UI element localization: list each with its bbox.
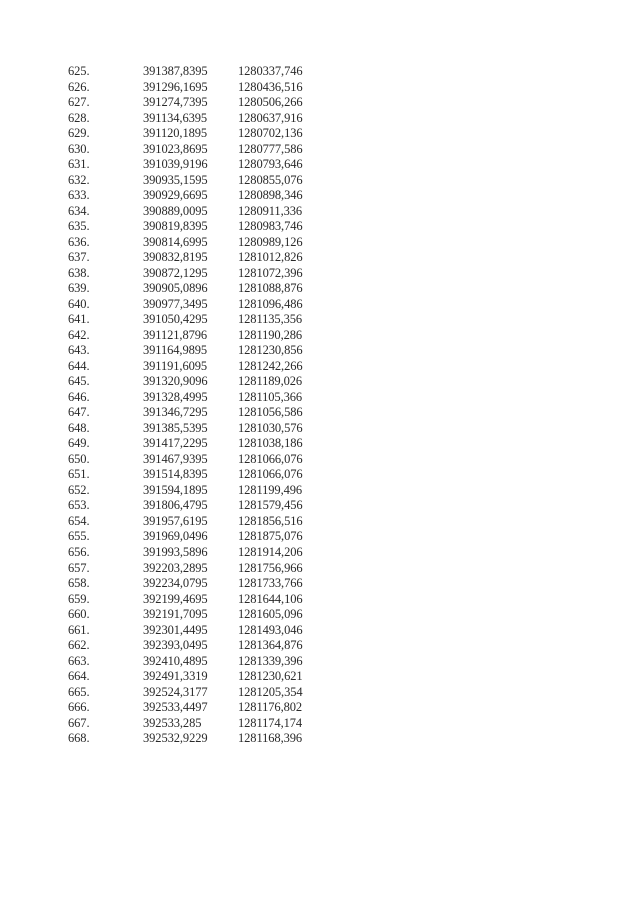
table-row xyxy=(0,545,640,561)
table-row xyxy=(0,421,640,437)
x-coordinate: 392410,4895 xyxy=(143,653,208,668)
x-coordinate: 392532,9229 xyxy=(143,731,208,746)
y-coordinate: 1281056,586 xyxy=(238,405,303,420)
x-coordinate: 392191,7095 xyxy=(143,607,208,622)
y-coordinate: 1281176,802 xyxy=(238,700,303,715)
y-coordinate: 1280855,076 xyxy=(238,172,303,187)
y-coordinate: 1281072,396 xyxy=(238,265,303,280)
y-coordinate: 1281875,076 xyxy=(238,529,303,544)
y-coordinate: 1281189,026 xyxy=(238,374,303,389)
x-coordinate: 391467,9395 xyxy=(143,451,208,466)
x-coordinate: 391417,2295 xyxy=(143,436,208,451)
y-coordinate: 1281012,826 xyxy=(238,250,303,265)
table-row xyxy=(0,281,640,297)
table-row xyxy=(0,64,640,80)
x-coordinate: 390889,0095 xyxy=(143,203,208,218)
table-row xyxy=(0,328,640,344)
x-coordinate: 391296,1695 xyxy=(143,79,208,94)
row-number: 660. xyxy=(68,607,90,622)
row-number: 625. xyxy=(68,64,90,78)
row-number: 665. xyxy=(68,684,90,699)
table-row xyxy=(0,297,640,313)
row-number: 655. xyxy=(68,529,90,544)
table-row xyxy=(0,607,640,623)
y-coordinate: 1281605,096 xyxy=(238,607,303,622)
x-coordinate: 391385,5395 xyxy=(143,420,208,435)
table-row xyxy=(0,157,640,173)
table-row xyxy=(0,436,640,452)
x-coordinate: 392301,4495 xyxy=(143,622,208,637)
y-coordinate: 1280911,336 xyxy=(238,203,303,218)
y-coordinate: 1280702,136 xyxy=(238,126,303,141)
table-row xyxy=(0,312,640,328)
y-coordinate: 1281096,486 xyxy=(238,296,303,311)
table-row xyxy=(0,405,640,421)
y-coordinate: 1280337,746 xyxy=(238,64,303,78)
y-coordinate: 1281733,766 xyxy=(238,576,303,591)
table-row xyxy=(0,483,640,499)
x-coordinate: 391514,8395 xyxy=(143,467,208,482)
x-coordinate: 391320,9096 xyxy=(143,374,208,389)
x-coordinate: 392199,4695 xyxy=(143,591,208,606)
row-number: 641. xyxy=(68,312,90,327)
table-row xyxy=(0,623,640,639)
y-coordinate: 1280793,646 xyxy=(238,157,303,172)
y-coordinate: 1281168,396 xyxy=(238,731,303,746)
table-row xyxy=(0,219,640,235)
row-number: 628. xyxy=(68,110,90,125)
y-coordinate: 1280777,586 xyxy=(238,141,303,156)
y-coordinate: 1281066,076 xyxy=(238,467,303,482)
table-row xyxy=(0,80,640,96)
y-coordinate: 1281856,516 xyxy=(238,513,303,528)
row-number: 636. xyxy=(68,234,90,249)
y-coordinate: 1281190,286 xyxy=(238,327,303,342)
row-number: 653. xyxy=(68,498,90,513)
table-row xyxy=(0,111,640,127)
row-number: 666. xyxy=(68,700,90,715)
row-number: 640. xyxy=(68,296,90,311)
x-coordinate: 391387,8395 xyxy=(143,64,208,78)
table-row xyxy=(0,700,640,716)
y-coordinate: 1281199,496 xyxy=(238,482,303,497)
table-row xyxy=(0,204,640,220)
table-row xyxy=(0,188,640,204)
table-row xyxy=(0,467,640,483)
x-coordinate: 391328,4995 xyxy=(143,389,208,404)
x-coordinate: 392524,3177 xyxy=(143,684,208,699)
table-row xyxy=(0,669,640,685)
y-coordinate: 1281174,174 xyxy=(238,715,303,730)
table-row xyxy=(0,142,640,158)
x-coordinate: 391120,1895 xyxy=(143,126,208,141)
row-number: 667. xyxy=(68,715,90,730)
row-number: 668. xyxy=(68,731,90,746)
table-row xyxy=(0,359,640,375)
row-number: 631. xyxy=(68,157,90,172)
row-number: 635. xyxy=(68,219,90,234)
y-coordinate: 1280989,126 xyxy=(238,234,303,249)
x-coordinate: 390935,1595 xyxy=(143,172,208,187)
x-coordinate: 390872,1295 xyxy=(143,265,208,280)
row-number: 664. xyxy=(68,669,90,684)
table-row xyxy=(0,343,640,359)
table-row xyxy=(0,266,640,282)
table-row xyxy=(0,250,640,266)
x-coordinate: 390977,3495 xyxy=(143,296,208,311)
row-number: 656. xyxy=(68,544,90,559)
x-coordinate: 390814,6995 xyxy=(143,234,208,249)
table-row xyxy=(0,685,640,701)
y-coordinate: 1281230,621 xyxy=(238,669,303,684)
y-coordinate: 1281579,456 xyxy=(238,498,303,513)
x-coordinate: 390832,8195 xyxy=(143,250,208,265)
table-row xyxy=(0,638,640,654)
x-coordinate: 392533,285 xyxy=(143,715,202,730)
row-number: 637. xyxy=(68,250,90,265)
y-coordinate: 1280637,916 xyxy=(238,110,303,125)
row-number: 632. xyxy=(68,172,90,187)
table-row xyxy=(0,374,640,390)
x-coordinate: 391346,7295 xyxy=(143,405,208,420)
row-number: 643. xyxy=(68,343,90,358)
y-coordinate: 1281205,354 xyxy=(238,684,303,699)
table-row xyxy=(0,561,640,577)
y-coordinate: 1281135,356 xyxy=(238,312,303,327)
y-coordinate: 1281644,106 xyxy=(238,591,303,606)
row-number: 629. xyxy=(68,126,90,141)
y-coordinate: 1280898,346 xyxy=(238,188,303,203)
row-number: 650. xyxy=(68,451,90,466)
row-number: 663. xyxy=(68,653,90,668)
x-coordinate: 392491,3319 xyxy=(143,669,208,684)
row-number: 627. xyxy=(68,95,90,110)
row-number: 661. xyxy=(68,622,90,637)
table-row xyxy=(0,126,640,142)
y-coordinate: 1281914,206 xyxy=(238,544,303,559)
table-row xyxy=(0,498,640,514)
y-coordinate: 1280983,746 xyxy=(238,219,303,234)
table-row xyxy=(0,529,640,545)
row-number: 634. xyxy=(68,203,90,218)
x-coordinate: 391969,0496 xyxy=(143,529,208,544)
row-number: 644. xyxy=(68,358,90,373)
coordinate-table xyxy=(0,64,640,747)
table-row xyxy=(0,514,640,530)
table-row xyxy=(0,235,640,251)
table-row xyxy=(0,654,640,670)
y-coordinate: 1281242,266 xyxy=(238,358,303,373)
y-coordinate: 1281038,186 xyxy=(238,436,303,451)
x-coordinate: 390929,6695 xyxy=(143,188,208,203)
row-number: 658. xyxy=(68,576,90,591)
y-coordinate: 1281230,856 xyxy=(238,343,303,358)
y-coordinate: 1280436,516 xyxy=(238,79,303,94)
x-coordinate: 392203,2895 xyxy=(143,560,208,575)
row-number: 659. xyxy=(68,591,90,606)
x-coordinate: 391121,8796 xyxy=(143,327,208,342)
row-number: 652. xyxy=(68,482,90,497)
table-row xyxy=(0,731,640,747)
table-row xyxy=(0,716,640,732)
y-coordinate: 1281756,966 xyxy=(238,560,303,575)
row-number: 646. xyxy=(68,389,90,404)
row-number: 638. xyxy=(68,265,90,280)
table-row xyxy=(0,95,640,111)
row-number: 662. xyxy=(68,638,90,653)
y-coordinate: 1281030,576 xyxy=(238,420,303,435)
table-row xyxy=(0,452,640,468)
row-number: 651. xyxy=(68,467,90,482)
y-coordinate: 1281339,396 xyxy=(238,653,303,668)
x-coordinate: 391164,9895 xyxy=(143,343,208,358)
row-number: 633. xyxy=(68,188,90,203)
y-coordinate: 1281088,876 xyxy=(238,281,303,296)
x-coordinate: 392533,4497 xyxy=(143,700,208,715)
table-row xyxy=(0,390,640,406)
row-number: 654. xyxy=(68,513,90,528)
x-coordinate: 391023,8695 xyxy=(143,141,208,156)
x-coordinate: 391050,4295 xyxy=(143,312,208,327)
row-number: 657. xyxy=(68,560,90,575)
x-coordinate: 391134,6395 xyxy=(143,110,208,125)
row-number: 645. xyxy=(68,374,90,389)
x-coordinate: 391806,4795 xyxy=(143,498,208,513)
x-coordinate: 391594,1895 xyxy=(143,482,208,497)
table-row xyxy=(0,592,640,608)
x-coordinate: 392234,0795 xyxy=(143,576,208,591)
row-number: 648. xyxy=(68,420,90,435)
x-coordinate: 391957,6195 xyxy=(143,513,208,528)
x-coordinate: 391191,6095 xyxy=(143,358,208,373)
row-number: 647. xyxy=(68,405,90,420)
table-row xyxy=(0,173,640,189)
x-coordinate: 390819,8395 xyxy=(143,219,208,234)
y-coordinate: 1281493,046 xyxy=(238,622,303,637)
y-coordinate: 1280506,266 xyxy=(238,95,303,110)
y-coordinate: 1281364,876 xyxy=(238,638,303,653)
row-number: 639. xyxy=(68,281,90,296)
x-coordinate: 391274,7395 xyxy=(143,95,208,110)
x-coordinate: 390905,0896 xyxy=(143,281,208,296)
row-number: 642. xyxy=(68,327,90,342)
x-coordinate: 392393,0495 xyxy=(143,638,208,653)
row-number: 630. xyxy=(68,141,90,156)
y-coordinate: 1281105,366 xyxy=(238,389,303,404)
table-row xyxy=(0,576,640,592)
row-number: 649. xyxy=(68,436,90,451)
row-number: 626. xyxy=(68,79,90,94)
y-coordinate: 1281066,076 xyxy=(238,451,303,466)
x-coordinate: 391039,9196 xyxy=(143,157,208,172)
x-coordinate: 391993,5896 xyxy=(143,544,208,559)
